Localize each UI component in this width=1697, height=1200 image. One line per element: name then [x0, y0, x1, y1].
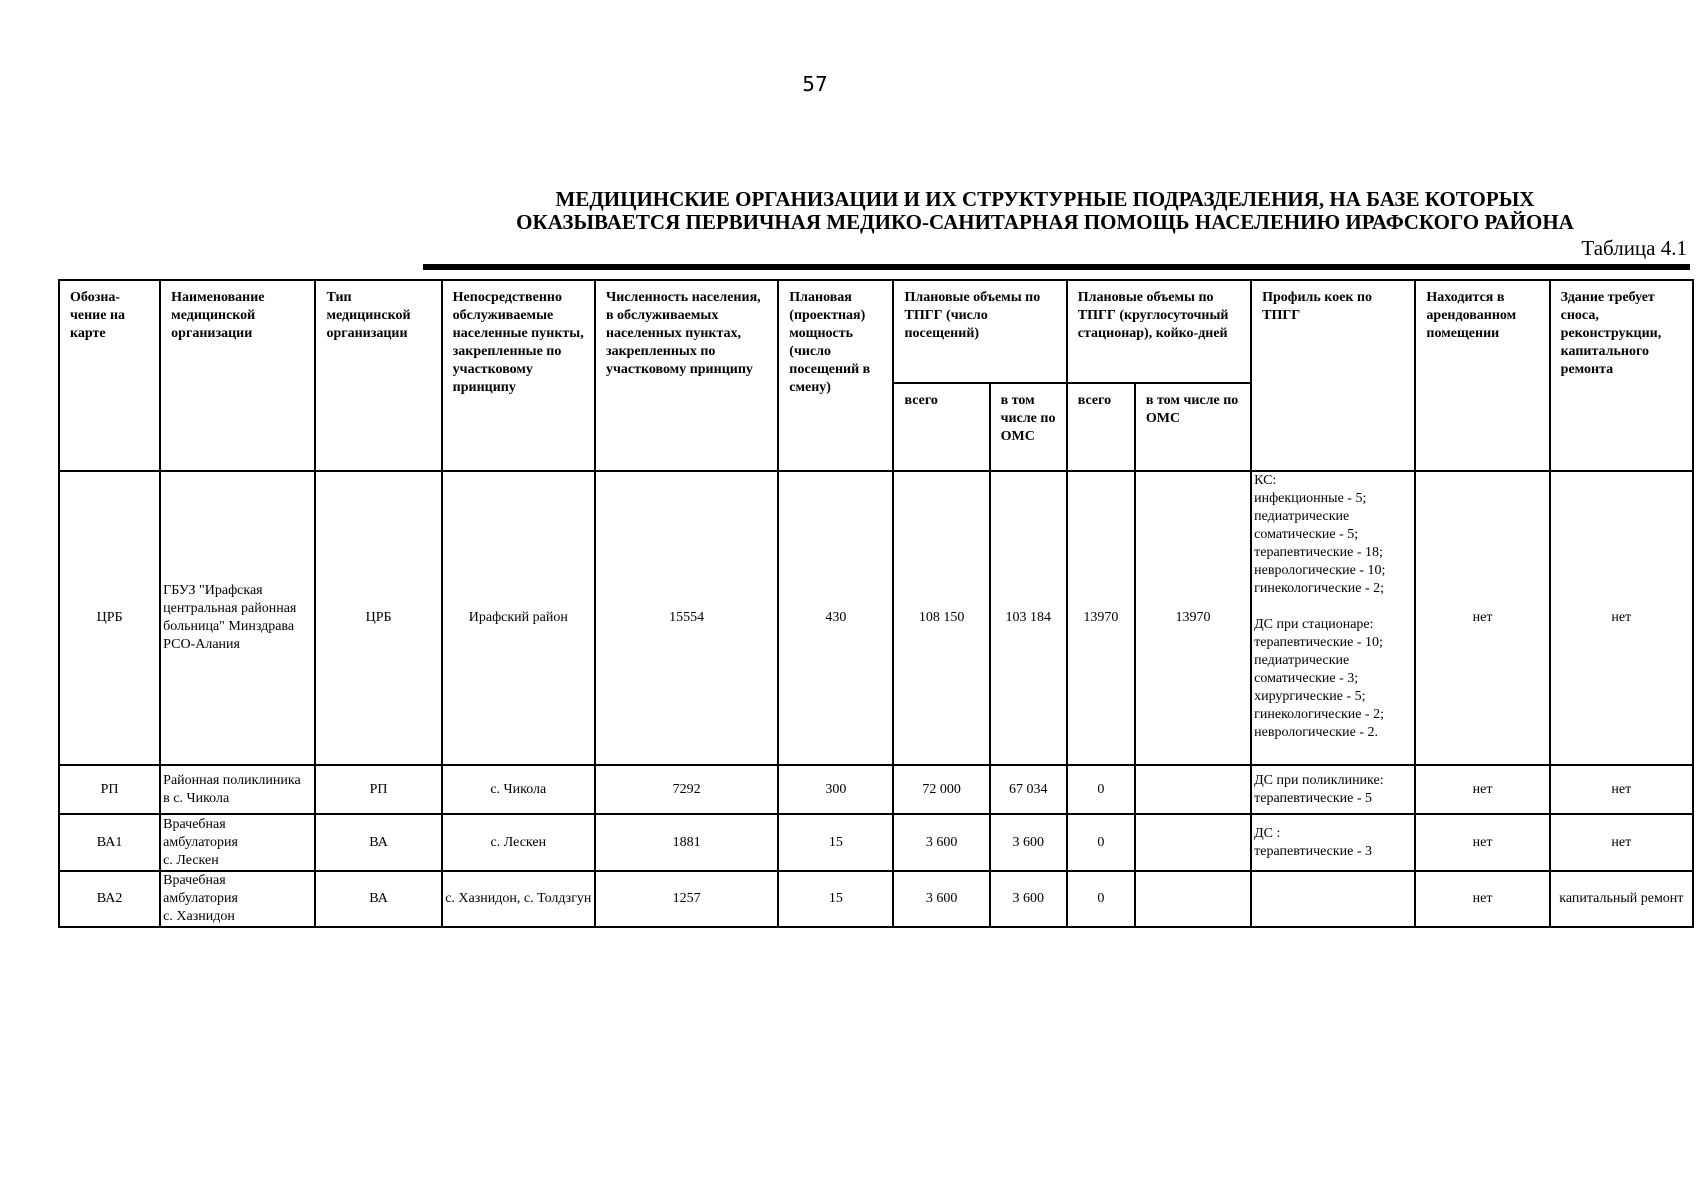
- cell-org-type: РП: [315, 765, 441, 814]
- cell-org-name: Районная поликлиника в с. Чикола: [160, 765, 315, 814]
- cell-visits-total: 3 600: [893, 814, 989, 871]
- cell-settlements: с. Лескен: [442, 814, 595, 871]
- cell-population: 7292: [595, 765, 778, 814]
- cell-settlements: с. Чикола: [442, 765, 595, 814]
- cell-population: 1257: [595, 871, 778, 927]
- table-header: [59, 280, 1693, 471]
- cell-designation: ЦРБ: [59, 471, 160, 765]
- title-rule: [423, 264, 1690, 270]
- cell-building: нет: [1550, 814, 1693, 871]
- page-number: 57: [802, 72, 828, 96]
- cell-capacity: 300: [778, 765, 893, 814]
- cell-visits-total: 72 000: [893, 765, 989, 814]
- cell-org-name: Врачебная амбулатория с. Лескен: [160, 814, 315, 871]
- cell-org-type: ВА: [315, 871, 441, 927]
- document-title: [420, 188, 1670, 234]
- cell-beds-total: 13970: [1067, 471, 1135, 765]
- header-visits-total: всего: [893, 383, 989, 471]
- header-building: Здание требует сноса, реконструкции, капитального ремонта: [1550, 280, 1693, 471]
- cell-org-name: ГБУЗ "Ирафская центральная районная больница" Минздрава РСО-Алания: [160, 471, 315, 765]
- title-line-1: МЕДИЦИНСКИЕ ОРГАНИЗАЦИИ И ИХ СТРУКТУРНЫЕ ПОДРАЗДЕЛЕНИЯ, НА БАЗЕ КОТОРЫХ: [555, 187, 1535, 211]
- cell-capacity: 430: [778, 471, 893, 765]
- table-row: [59, 471, 1693, 765]
- header-capacity: Плановая (проектная) мощность (число посещений в смену): [778, 280, 893, 471]
- medical-organizations-table: [58, 279, 1694, 928]
- cell-visits-oms: 103 184: [990, 471, 1067, 765]
- cell-org-name: Врачебная амбулатория с. Хазнидон: [160, 871, 315, 927]
- cell-beds-oms: [1135, 765, 1251, 814]
- cell-beds-oms: [1135, 871, 1251, 927]
- header-org-name: Наименование медицинской организации: [160, 280, 315, 471]
- header-visits-group: Плановые объемы по ТПГГ (число посещений): [893, 280, 1066, 383]
- cell-bed-profile: ДС : терапевтические - 3: [1251, 814, 1415, 871]
- table-row: [59, 765, 1693, 814]
- cell-designation: ВА1: [59, 814, 160, 871]
- cell-capacity: 15: [778, 814, 893, 871]
- cell-designation: РП: [59, 765, 160, 814]
- cell-beds-oms: 13970: [1135, 471, 1251, 765]
- cell-beds-total: 0: [1067, 765, 1135, 814]
- table-label: Таблица 4.1: [1581, 236, 1687, 260]
- cell-rented: нет: [1415, 471, 1549, 765]
- cell-designation: ВА2: [59, 871, 160, 927]
- cell-visits-total: 3 600: [893, 871, 989, 927]
- table-row: [59, 814, 1693, 871]
- cell-building: нет: [1550, 765, 1693, 814]
- cell-org-type: ЦРБ: [315, 471, 441, 765]
- cell-capacity: 15: [778, 871, 893, 927]
- header-beds-oms: в том числе по ОМС: [1135, 383, 1251, 471]
- cell-population: 1881: [595, 814, 778, 871]
- header-beds-total: всего: [1067, 383, 1135, 471]
- table-row: [59, 871, 1693, 927]
- cell-rented: нет: [1415, 765, 1549, 814]
- header-rented: Находится в арендованном помещении: [1415, 280, 1549, 471]
- cell-org-type: ВА: [315, 814, 441, 871]
- cell-bed-profile: КС: инфекционные - 5; педиатрические соматические - 5; терапевтические - 18; неврологические - 10; гинекологические - 2; ДС при стационаре: терапевтические - 10; педиатрические соматические - 3; хирургические - 5; гинекологические - 2; неврологические - 2.: [1251, 471, 1415, 765]
- cell-visits-oms: 67 034: [990, 765, 1067, 814]
- header-bed-profile: Профиль коек по ТПГГ: [1251, 280, 1415, 471]
- cell-visits-oms: 3 600: [990, 871, 1067, 927]
- cell-bed-profile: [1251, 871, 1415, 927]
- cell-visits-total: 108 150: [893, 471, 989, 765]
- cell-settlements: Ирафский район: [442, 471, 595, 765]
- cell-beds-oms: [1135, 814, 1251, 871]
- header-settlements: Непосредственно обслуживаемые населенные пункты, закрепленные по участковому принципу: [442, 280, 595, 471]
- cell-beds-total: 0: [1067, 871, 1135, 927]
- cell-visits-oms: 3 600: [990, 814, 1067, 871]
- header-beds-group: Плановые объемы по ТПГГ (круглосуточный стационар), койко-дней: [1067, 280, 1251, 383]
- cell-population: 15554: [595, 471, 778, 765]
- cell-building: капитальный ремонт: [1550, 871, 1693, 927]
- header-population: Численность населения, в обслуживаемых населенных пунктах, закрепленных по участковому принципу: [595, 280, 778, 471]
- header-visits-oms: в том числе по ОМС: [990, 383, 1067, 471]
- cell-building: нет: [1550, 471, 1693, 765]
- cell-bed-profile: ДС при поликлинике: терапевтические - 5: [1251, 765, 1415, 814]
- table-body: [59, 471, 1693, 927]
- title-line-2: ОКАЗЫВАЕТСЯ ПЕРВИЧНАЯ МЕДИКО-САНИТАРНАЯ ПОМОЩЬ НАСЕЛЕНИЮ ИРАФСКОГО РАЙОНА: [516, 210, 1574, 234]
- header-designation: Обозна-чение на карте: [59, 280, 160, 471]
- cell-rented: нет: [1415, 871, 1549, 927]
- cell-settlements: с. Хазнидон, с. Толдзгун: [442, 871, 595, 927]
- header-org-type: Тип медицинской организации: [315, 280, 441, 471]
- cell-rented: нет: [1415, 814, 1549, 871]
- cell-beds-total: 0: [1067, 814, 1135, 871]
